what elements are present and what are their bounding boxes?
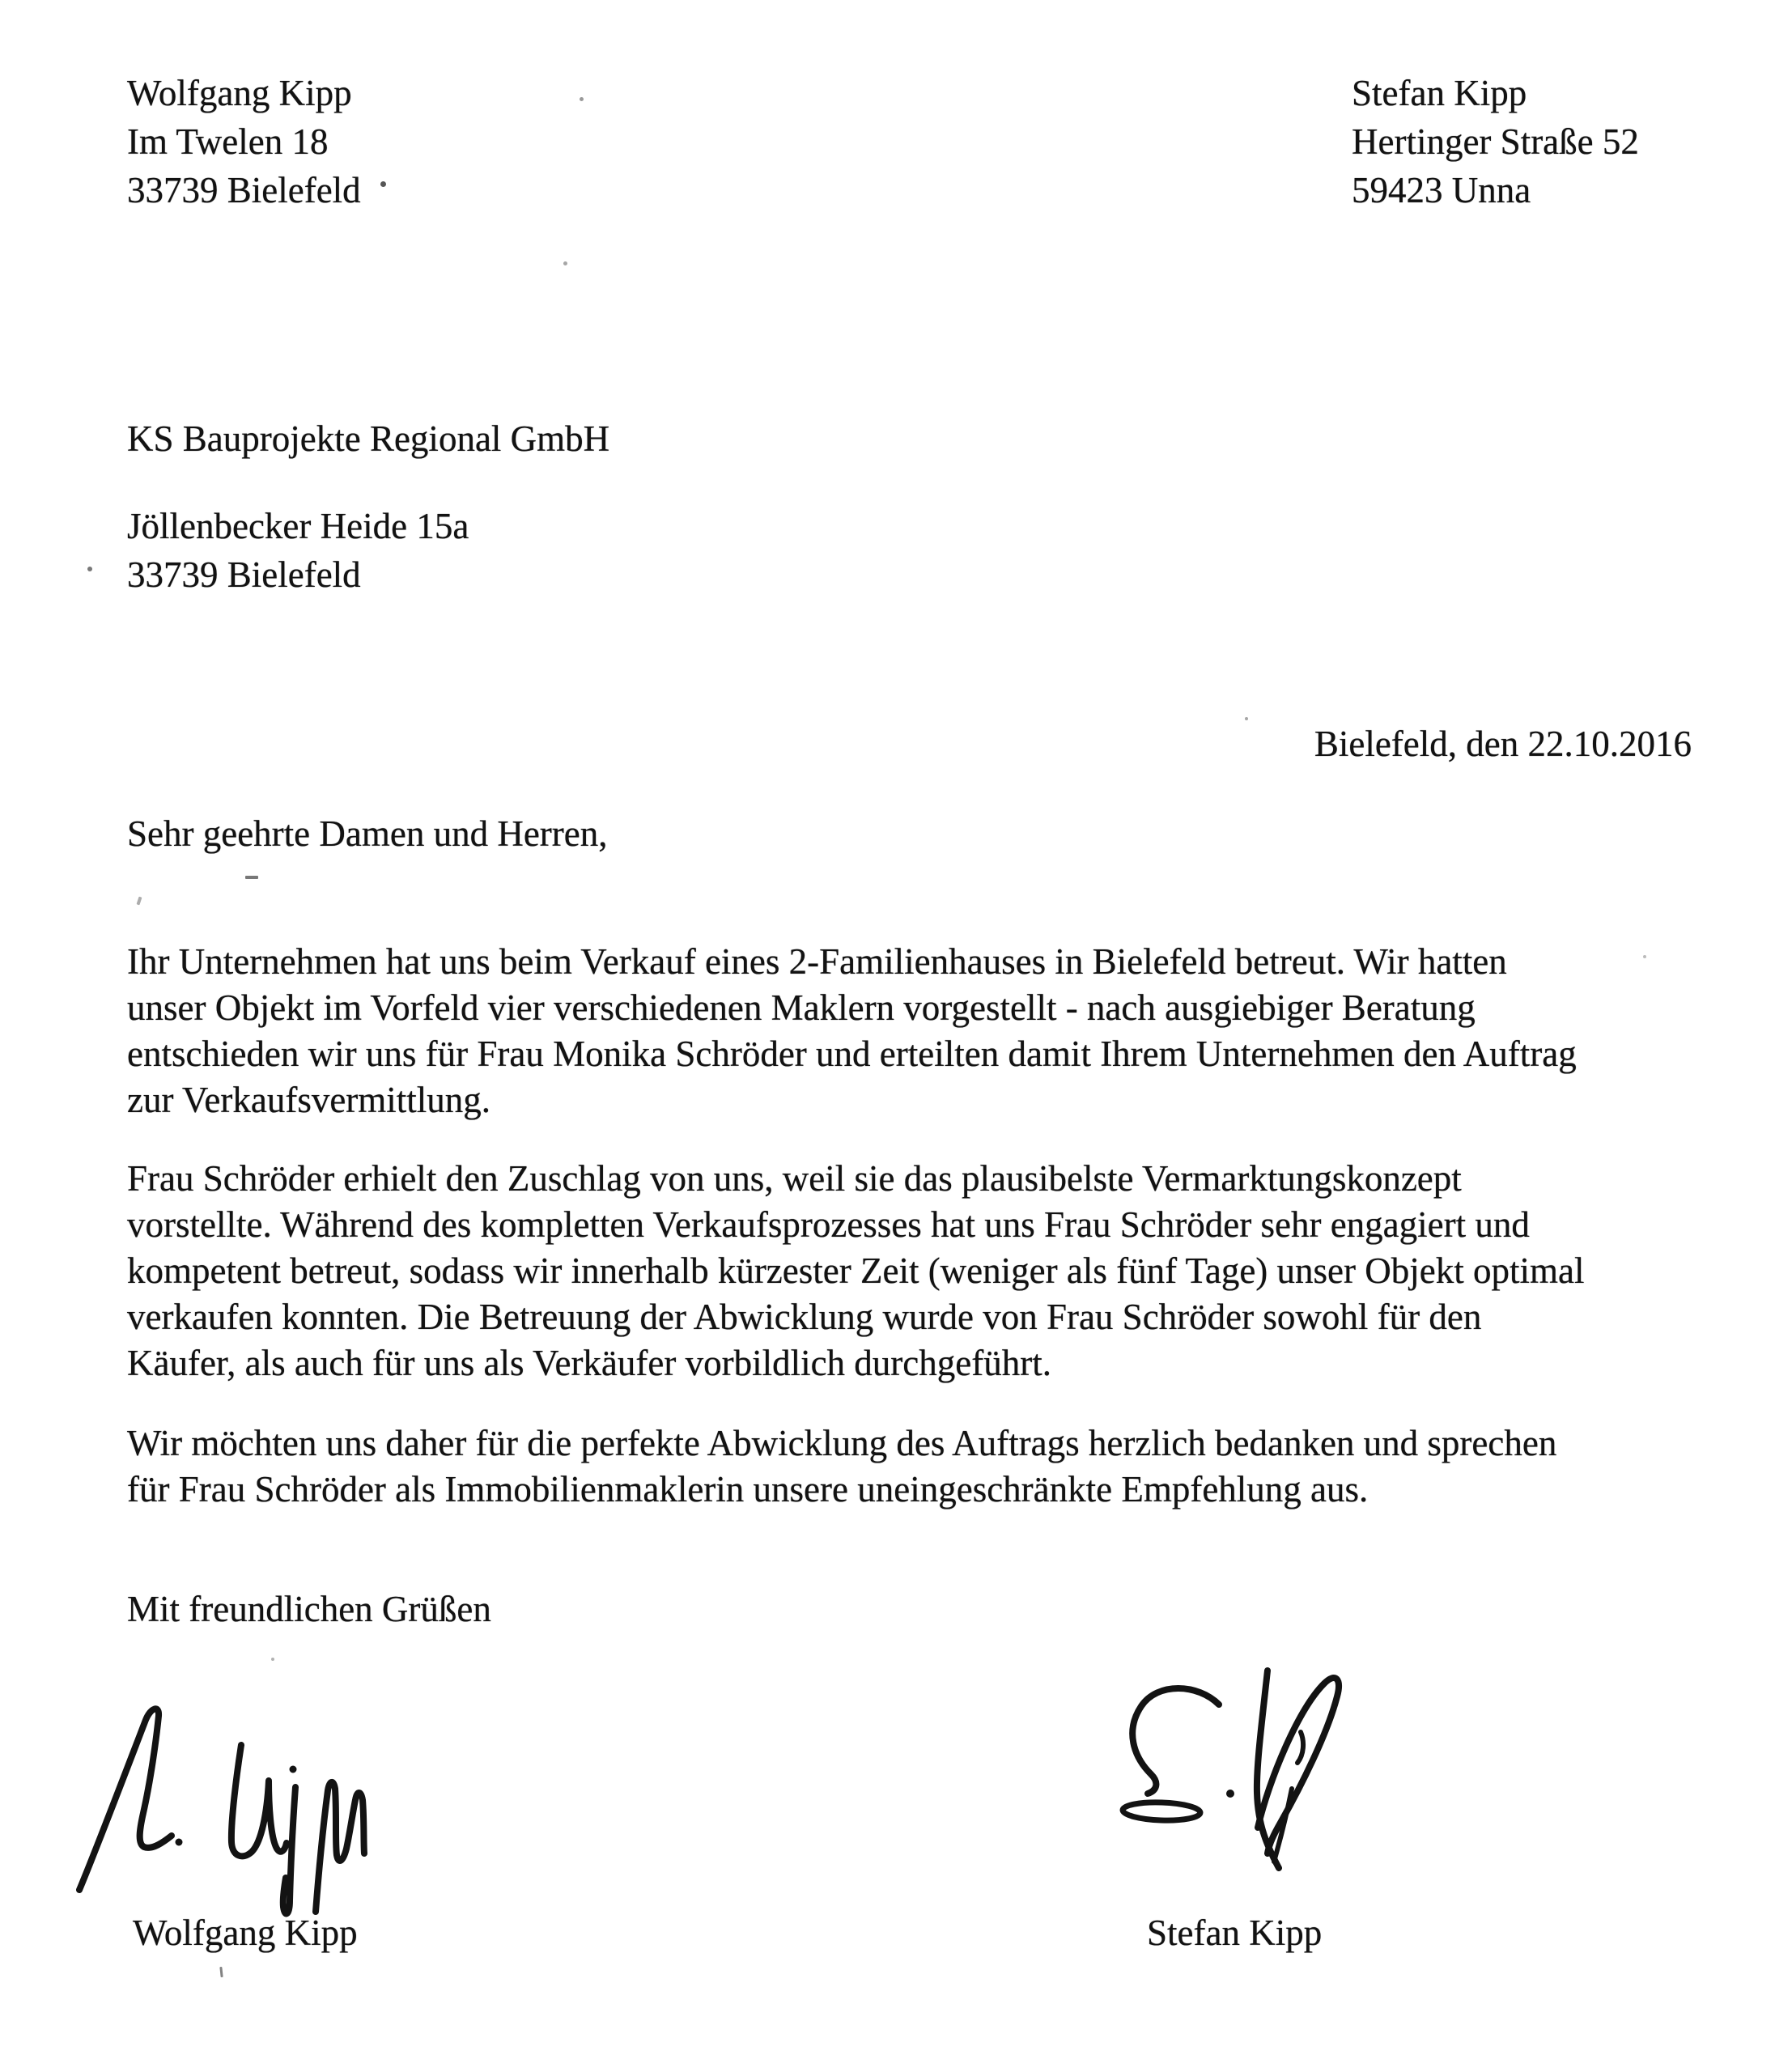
scan-speck [580,97,584,101]
paragraph-3-line: Wir möchten uns daher für die perfekte Abwicklung des Auftrags herzlich bedanken und sprechen [127,1423,1557,1463]
paragraph-1-line: unser Objekt im Vorfeld vier verschiedenen Maklern vorgestellt - nach ausgiebiger Beratung [127,987,1476,1028]
closing: Mit freundlichen Grüßen [127,1589,491,1629]
paragraph-3 [127,1420,1556,1513]
recipient-city: 33739 Bielefeld [127,554,361,595]
paragraph-2-line: verkaufen konnten. Die Betreuung der Abwicklung wurde von Frau Schröder sowohl für den [127,1297,1482,1337]
paragraph-2-line: vorstellte. Während des kompletten Verkaufsprozesses hat uns Frau Schröder sehr engagiert und [127,1204,1530,1245]
sender-right-city: 59423 Unna [1352,170,1531,210]
sender-right-name: Stefan Kipp [1352,73,1527,113]
paragraph-2-line: Käufer, als auch für uns als Verkäufer vorbildlich durchgeführt. [127,1343,1051,1383]
paragraph-2 [127,1156,1584,1386]
scan-speck [87,567,92,571]
paragraph-1 [127,939,1577,1123]
paragraph-2-line: kompetent betreut, sodass wir innerhalb kürzester Zeit (weniger als fünf Tage) unser Objekt optimal [127,1250,1585,1291]
scan-speck [380,181,386,187]
paragraph-2-line: Frau Schröder erhielt den Zuschlag von uns, weil sie das plausibelste Vermarktungskonzept [127,1158,1462,1199]
scan-speck [1643,955,1646,958]
paragraph-1-line: entschieden wir uns für Frau Monika Schröder und erteilten damit Ihrem Unternehmen den Auftrag [127,1034,1577,1074]
stefan-kipp-signature [1101,1659,1376,1902]
printed-name-left: Wolfgang Kipp [133,1913,358,1953]
salutation-block [127,809,608,858]
sender-left-name: Wolfgang Kipp [127,73,352,113]
sender-block-left [127,69,361,214]
sender-left-city: 33739 Bielefeld [127,170,361,210]
salutation: Sehr geehrte Damen und Herren, [127,813,608,854]
scan-dash-mark [245,876,258,879]
scan-speck [1245,717,1248,720]
recipient-block [127,414,609,599]
paragraph-1-line: zur Verkaufsvermittlung. [127,1080,491,1120]
printed-name-right: Stefan Kipp [1147,1913,1323,1953]
wolfgang-kipp-signature [65,1684,389,1942]
paragraph-1-line: Ihr Unternehmen hat uns beim Verkauf eines 2-Familienhauses in Bielefeld betreut. Wir hatten [127,941,1507,982]
scan-tick-mark [219,1967,223,1977]
sender-block-right [1352,69,1639,214]
recipient-street: Jöllenbecker Heide 15a [127,506,469,546]
closing-block [127,1585,491,1633]
scan-speck [271,1658,274,1661]
recipient-blank-line [127,463,609,502]
sender-right-street: Hertinger Straße 52 [1352,121,1639,162]
dateline: Bielefeld, den 22.10.2016 [1314,724,1692,764]
recipient-company: KS Bauprojekte Regional GmbH [127,418,610,459]
scan-tick-mark [137,897,142,906]
scan-speck [563,261,567,265]
paragraph-3-line: für Frau Schröder als Immobilienmaklerin unsere uneingeschränkte Empfehlung aus. [127,1469,1369,1509]
sender-left-street: Im Twelen 18 [127,121,329,162]
